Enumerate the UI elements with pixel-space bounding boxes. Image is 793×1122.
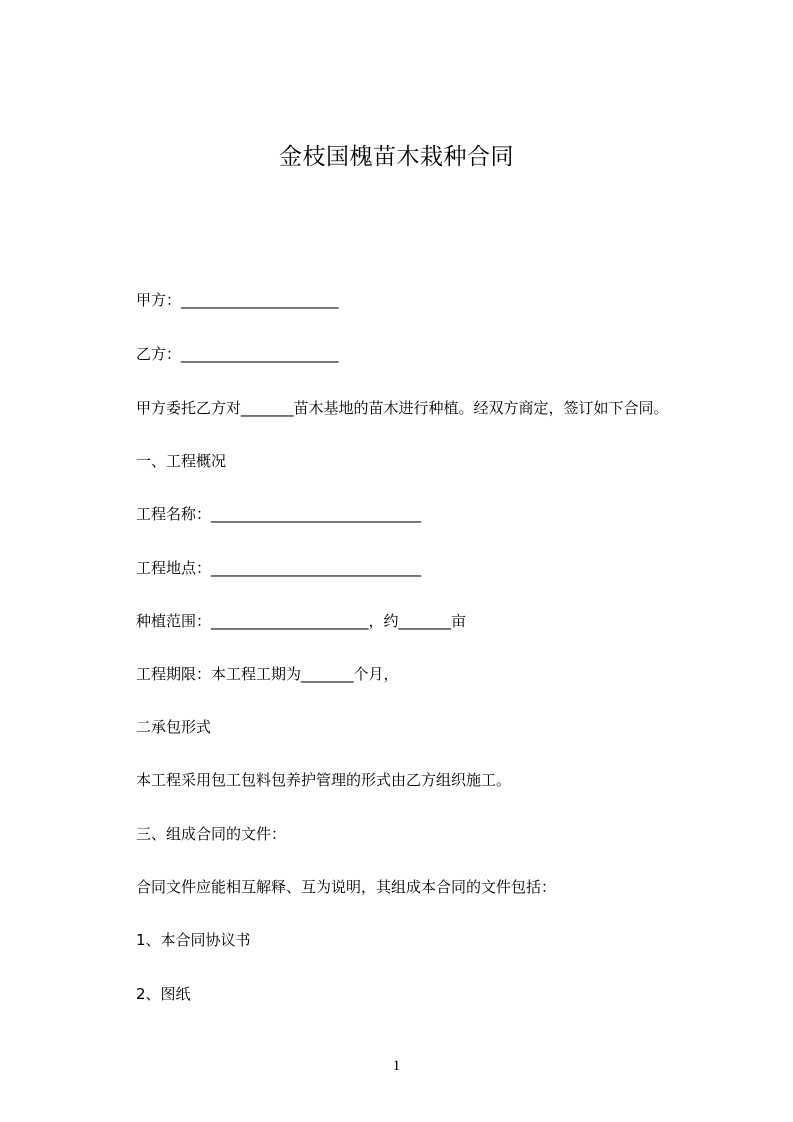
section-heading-contract-documents: 三、组成合同的文件： [136, 825, 287, 843]
page-number: 1 [392, 1058, 401, 1074]
section-heading-contract-form: 二承包形式 [136, 718, 212, 736]
party-a-line: 甲方：_____________________ [136, 291, 339, 309]
party-b-line: 乙方：_____________________ [136, 345, 339, 363]
section-heading-project-overview: 一、工程概况 [136, 452, 227, 470]
intro-paragraph: 甲方委托乙方对_______苗木基地的苗木进行种植。经双方商定，签订如下合同。 [136, 399, 669, 417]
project-name-line: 工程名称：____________________________ [136, 505, 422, 523]
document-title: 金枝国槐苗木栽种合同 [279, 144, 514, 170]
list-item-drawings: 2、图纸 [136, 985, 191, 1003]
contract-form-paragraph: 本工程采用包工包料包养护管理的形式由乙方组织施工。 [136, 771, 512, 789]
project-duration-line: 工程期限：本工程工期为_______个月， [136, 665, 399, 683]
planting-scope-line: 种植范围：_____________________，约_______亩 [136, 612, 467, 630]
contract-documents-paragraph: 合同文件应能相互解释、互为说明，其组成本合同的文件包括： [136, 878, 557, 896]
project-location-line: 工程地点：____________________________ [136, 559, 422, 577]
list-item-agreement: 1、本合同协议书 [136, 931, 251, 949]
